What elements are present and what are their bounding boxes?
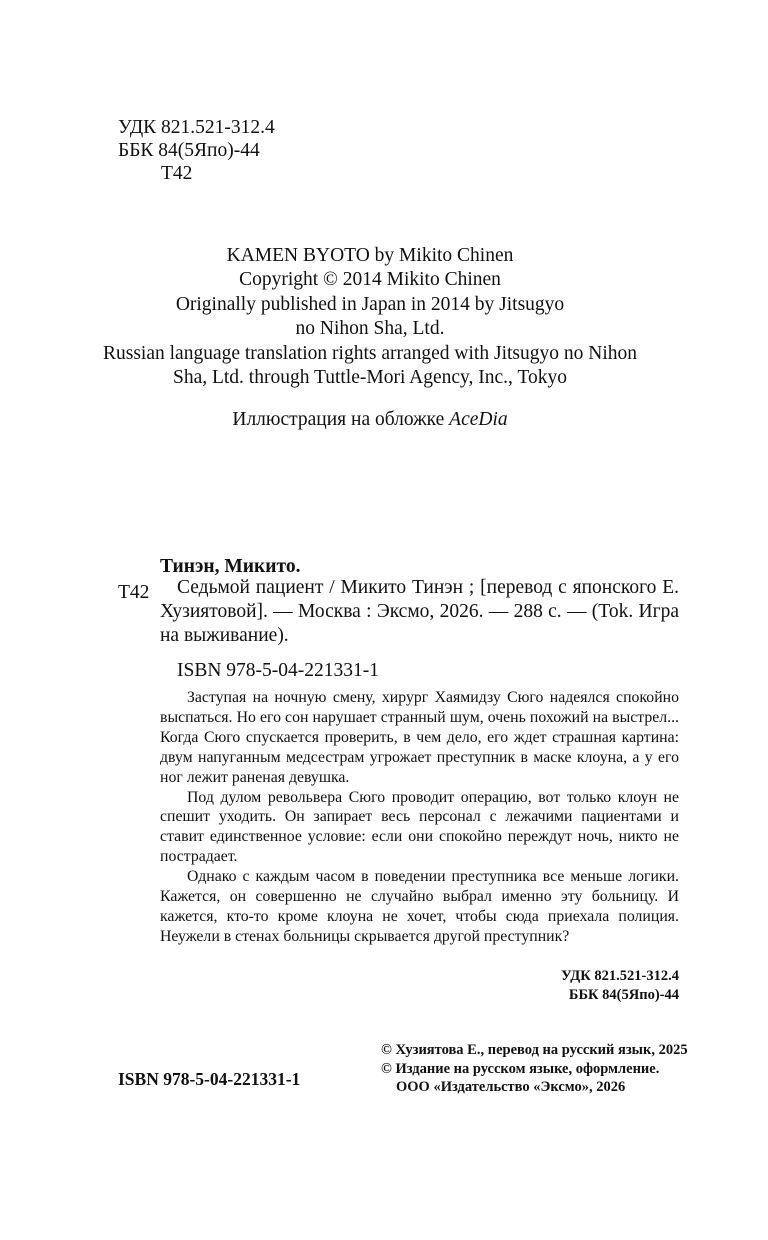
bbk-code: ББК 84(5Япо)-44 [118,140,260,161]
copyright-line: Sha, Ltd. through Tuttle-Mori Agency, Inc., Tokyo [172,367,568,389]
bibliographic-author: Тинэн, Микито. [160,556,301,577]
illustration-artist: AceDia [449,409,508,430]
illustration-label: Иллюстрация на обложке [232,409,445,430]
annotation-paragraph: Однако с каждым часом в поведении преступника все меньше логики. Кажется, он совершенно не случайно выбрал именно эту больницу. И кажется, кто-то кроме клоуна не хочет, чтобы сюда приехала полиция. Неужели в стенах больницы скрывается другой преступник? [160,868,679,945]
author-mark: Т42 [161,163,193,184]
udk-code: УДК 821.521-312.4 [118,117,275,138]
annotation [160,688,679,947]
footer-copyright-line: ООО «Издательство «Эксмо», 2026 [396,1079,626,1096]
annotation-paragraph: Заступая на ночную смену, хирург Хаямидзу Сюго надеялся спокойно выспаться. Но его сон нарушает странный шум, очень похожий на выстрел... Когда Сюго спускается проверить, в чем дело, его ждет страшная картина: двум напуганным медсестрам угрожает преступник в маске клоуна, а у его ног лежит раненая девушка. [160,689,679,786]
footer-classification [540,967,679,1005]
footer-udk: УДК 821.521-312.4 [561,968,679,984]
copyright-line: no Nihon Sha, Ltd. [295,318,445,340]
footer-copyright-line: © Издание на русском языке, оформление. [381,1060,660,1077]
bibliographic-author-mark: Т42 [118,582,150,603]
footer-copyright [381,1041,688,1097]
annotation-paragraph: Под дулом револьвера Сюго проводит операцию, вот только клоун не спешит уходить. Он запирает весь персонал с лежачими пациентами и ставит единственное условие: если они спокойно переждут ночь, никто не пострадает. [160,788,679,866]
footer-isbn: ISBN 978-5-04-221331-1 [118,1069,301,1089]
copyright-line: Russian language translation rights arranged with Jitsugyo no Nihon [102,342,637,364]
footer-copyright-line: © Хузиятова Е., перевод на русский язык, 2025 [381,1042,688,1058]
bibliographic-isbn: ISBN 978-5-04-221331-1 [177,660,380,681]
illustration-credit [60,408,680,432]
original-copyright-block [60,244,680,390]
bibliographic-description: Седьмой пациент / Микито Тинэн ; [перевод с японского Е. Хузиятовой]. — Москва : Эксмо, 2026. — 288 с. — (Tok. Игра на выживание). [160,577,679,646]
copyright-line: Copyright © 2014 Mikito Chinen [239,269,501,291]
classification-header [118,116,275,185]
copyright-line: KAMEN BYOTO by Mikito Chinen [226,245,514,266]
copyright-line: Originally published in Japan in 2014 by Jitsugyo [175,293,565,315]
footer-bbk: ББК 84(5Япо)-44 [568,987,679,1003]
